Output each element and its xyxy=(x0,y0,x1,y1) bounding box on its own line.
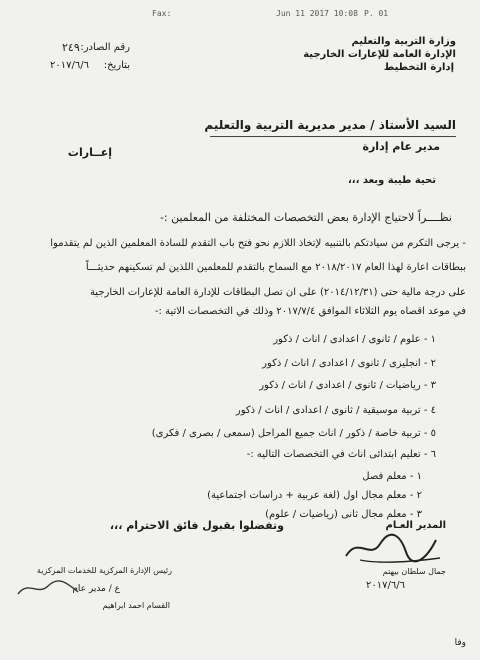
addressee-line: السيد الأستاذ / مدير مديرية التربية والتعليم xyxy=(204,118,456,132)
left-handwritten-signature xyxy=(14,578,84,600)
fax-datetime: Jun 11 2017 10:08 xyxy=(276,9,358,18)
body-line-3: على درجة مالية حتى (٢٠١٤/١٢/٣١) على ان تصل البطاقات للإدارة العامة للإعارات الخارجية xyxy=(89,287,466,298)
specialty-item: ٣ - رياضيات / ثانوى / اعدادى / اناث / ذكور xyxy=(259,380,436,391)
specialty-item: ٢ - انجليزى / ثانوى / اعدادى / اناث / ذكور xyxy=(262,358,436,369)
department-name: إدارة التخطيط xyxy=(383,62,454,73)
specialty-item: ٤ - تربية موسيقية / ثانوى / اعدادى / اناث / ذكور xyxy=(235,405,436,416)
addressee-subline: مدير عام إدارة xyxy=(362,140,440,153)
ref-label: رقم الصادر: xyxy=(80,42,130,53)
body-line-2: ببطاقات اعارة لهذا العام ٢٠١٨/٢٠١٧ مع السماح بالتقدم للمعلمين اللذين لم تسكينهم حديثـــاً xyxy=(85,262,466,273)
sub-item: ١ - معلم فصل xyxy=(362,471,422,482)
body-line-1: - يرجى التكرم من سيادتكم بالتنبيه لإتخاذ اللازم نحو فتح باب التقدم للسادة المعلمين الذين لم يتقدموا xyxy=(50,238,466,249)
specialty-item: ٥ - تربية خاصة / ذكور / اناث جميع المراحل (سمعى / بصرى / فكرى) xyxy=(151,428,436,439)
date-value: ٢٠١٧/٦/٦ xyxy=(50,60,89,71)
footer-note: وفا xyxy=(454,638,466,648)
handwritten-signature xyxy=(340,530,450,568)
left-signatory-name: القسام احمد ابراهيم xyxy=(102,601,170,610)
intro-line: نظــــراً لاحتياج الإدارة بعض التخصصات المختلفة من المعلمين :- xyxy=(159,211,452,224)
sub-item: ٣ - معلم مجال ثانى (رياضيات / علوم) xyxy=(265,509,422,520)
ref-number: ٢٤٩ xyxy=(62,41,80,54)
body-line-4: في موعد اقصاه يوم الثلاثاء الموافق ٢٠١٧/٧/٤ وذلك في التخصصات الاتية :- xyxy=(154,306,466,317)
closing-line: وتفضلوا بقبول فائق الاحترام ،،، xyxy=(109,519,284,532)
date-label: بتاريخ: xyxy=(103,60,130,71)
sub-item: ٢ - معلم مجال اول (لغة عربية + دراسات اجتماعية) xyxy=(207,490,422,501)
greeting: تحية طيبة وبعد ،،، xyxy=(348,175,436,186)
specialty-item: ١ - علوم / ثانوى / اعدادى / اناث / ذكور xyxy=(273,334,436,345)
left-signatory-note: ع / مدير عام xyxy=(72,584,120,594)
subject-word: إعــارات xyxy=(67,146,112,159)
general-administration: الإدارة العامة للإعارات الخارجية xyxy=(303,49,456,60)
ministry-name: وزارة التربية والتعليم xyxy=(351,36,456,47)
fax-label: Fax: xyxy=(152,9,172,18)
signatory-title: المدير العـام xyxy=(385,520,446,531)
left-signatory-title: رئيس الإدارة المركزية للخدمات المركزية xyxy=(36,566,172,575)
addressee-underline xyxy=(210,136,456,137)
specialty-item: ٦ - تعليم ابتدائى اناث في التخصصات التاليه :- xyxy=(246,449,436,460)
signature-date: ٢٠١٧/٦/٦ xyxy=(366,580,405,591)
fax-page: P. 01 xyxy=(364,9,389,18)
signatory-name: جمال سلطان بيهتم xyxy=(382,567,446,576)
